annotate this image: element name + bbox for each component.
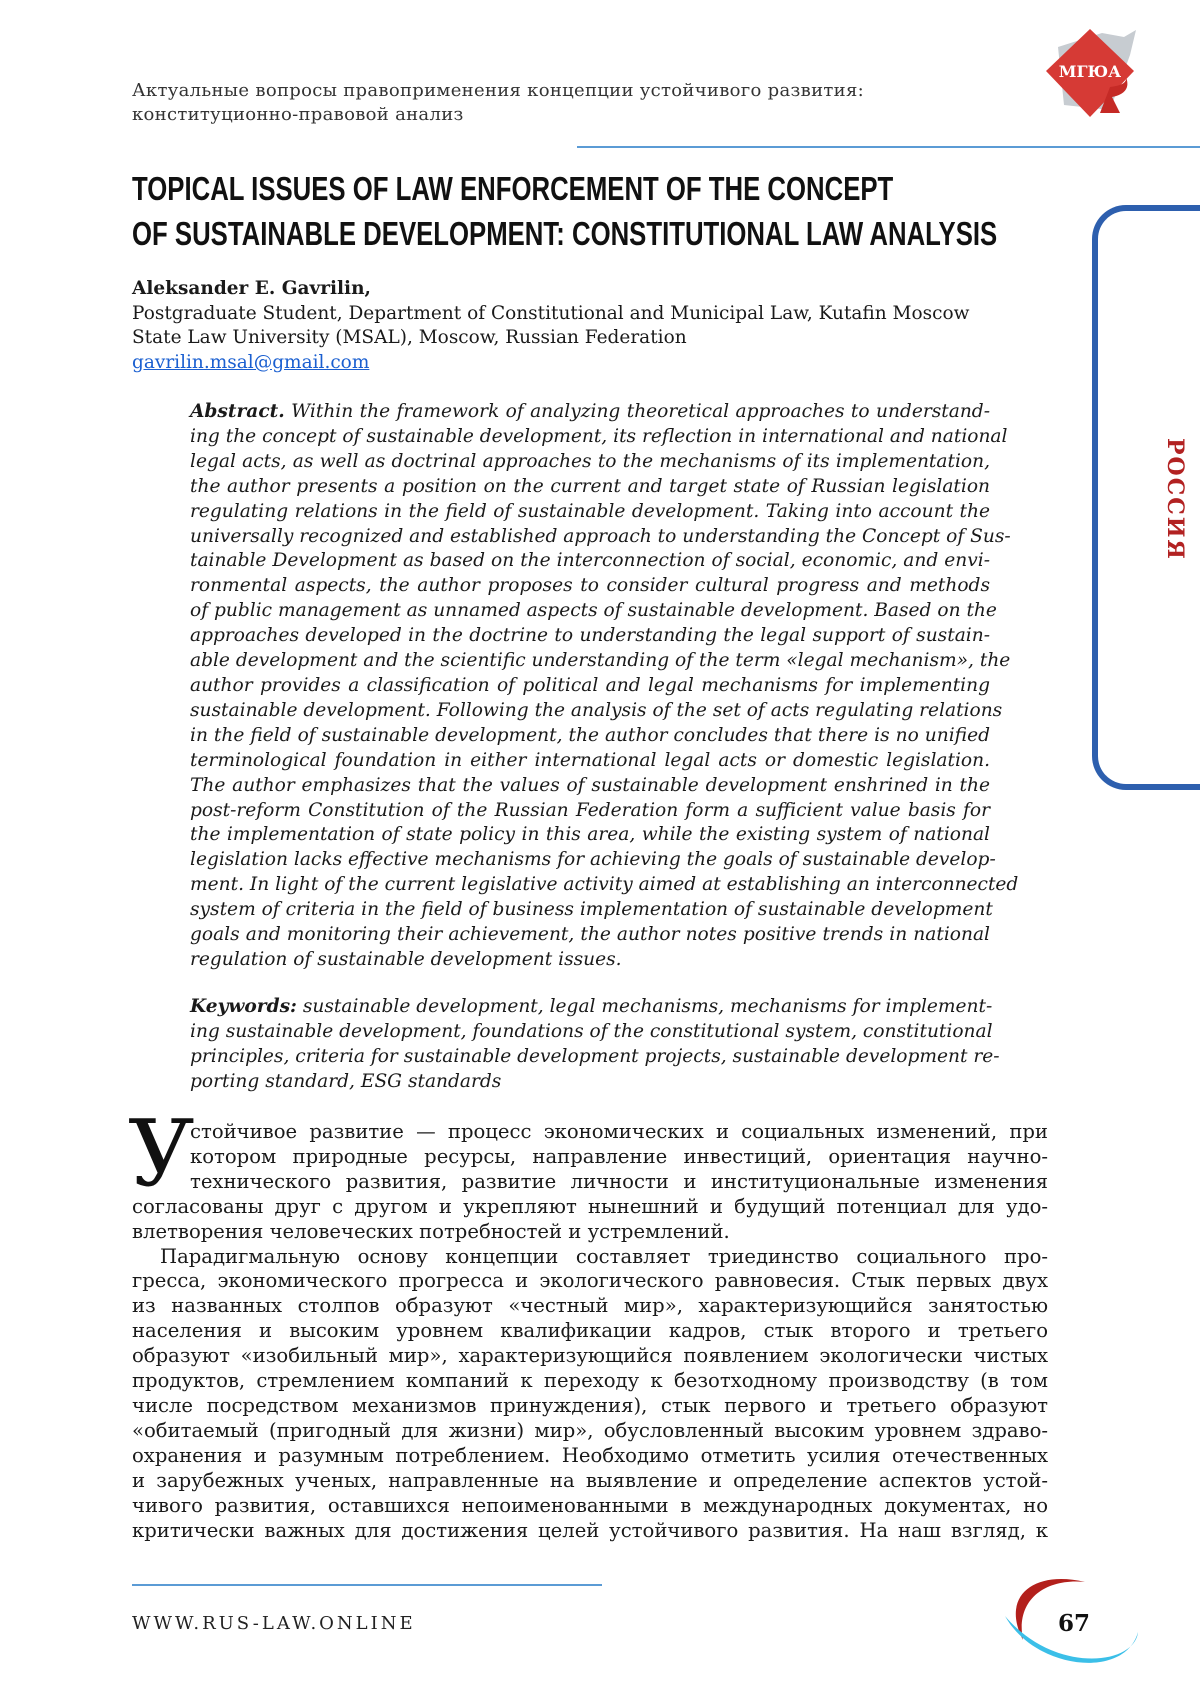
- text-line-content: «обитаемый (пригодный для жизни) мир», обусловленный высоким уровнем здраво-: [132, 1418, 1048, 1442]
- text-line-content: author provides a classification of political and legal mechanisms for implementing: [190, 674, 990, 696]
- paragraph: [132, 1245, 1048, 1544]
- text-line-content: охранения и разумным потреблением. Необходимо отметить усилия отечественных: [132, 1443, 1048, 1467]
- abstract: [190, 400, 1019, 973]
- text-line-content: terminological foundation in either international legal acts or domestic legislation.: [190, 749, 990, 771]
- text-line: [132, 1394, 1048, 1419]
- text-line: [190, 450, 990, 475]
- text-line-content: продуктов, стремлением компаний к переходу к безотходному производству (в том: [132, 1369, 1048, 1393]
- text-line: [132, 1419, 1048, 1444]
- article-title: [132, 166, 997, 256]
- text-line-content: universally recognized and established approach to understanding the Concept of Sus-: [190, 525, 1011, 547]
- text-line-content: sustainable development. Following the analysis of the set of acts regulating relations: [190, 699, 1003, 721]
- text-line: [132, 1469, 1048, 1494]
- text-line: [132, 1519, 1048, 1544]
- text-line-content: котором природные ресурсы, направление инвестиций, ориентация научно-: [190, 1144, 1048, 1168]
- running-header: [132, 79, 864, 127]
- text-line-content: tainable Development as based on the interconnection of social, economic, and envi-: [190, 550, 990, 572]
- text-line: [190, 574, 990, 599]
- author-affiliation: Postgraduate Student, Department of Constitutional and Municipal Law, Kutafin Moscow: [132, 302, 970, 324]
- text-line: [190, 873, 1019, 898]
- author-block: [132, 277, 969, 375]
- text-line-content: legal acts, as well as doctrinal approaches to the mechanisms of its implementation,: [190, 450, 990, 472]
- text-line-content: чивого развития, оставшихся непоименованными в международных документах, но: [132, 1493, 1048, 1517]
- text-line: [190, 1045, 1000, 1070]
- text-line-content: критически важных для достижения целей устойчивого развития. На наш взгляд, к: [132, 1518, 1048, 1542]
- text-line: [190, 948, 990, 973]
- text-line: [190, 749, 990, 774]
- text-line-content: ronmental aspects, the author proposes to consider cultural progress and methods: [190, 575, 990, 597]
- text-line: [132, 1294, 1048, 1319]
- text-line-content: the implementation of state policy in this area, while the existing system of national: [190, 824, 990, 846]
- text-line: [132, 1369, 1048, 1394]
- text-line: [190, 848, 996, 873]
- header-divider: [577, 146, 1200, 148]
- text-line-content: Парадигмальную основу концепции составляет триединство социального про-: [160, 1244, 1048, 1268]
- text-line: [132, 1319, 1048, 1344]
- text-line: [132, 1344, 1048, 1369]
- footer-divider: [132, 1584, 602, 1586]
- text-line: [190, 649, 1011, 674]
- text-line-content: of public management as unnamed aspects of sustainable development. Based on the: [190, 600, 997, 622]
- article-title-line: OF SUSTAINABLE DEVELOPMENT: CONSTITUTIONAL LAW ANALYSIS: [132, 215, 998, 252]
- text-line: [190, 624, 990, 649]
- paragraph: [132, 1120, 1048, 1245]
- text-line: [190, 724, 990, 749]
- side-tab-label: РОССИЯ: [1162, 438, 1188, 561]
- text-line-content: the author presents a position on the current and target state of Russian legislation: [190, 475, 990, 497]
- text-line: [190, 400, 990, 425]
- text-line: [190, 995, 993, 1020]
- author-email-link[interactable]: gavrilin.msal@gmail.com: [132, 351, 370, 373]
- text-line: [190, 823, 990, 848]
- text-line: [190, 898, 993, 923]
- text-line-content: ment. In light of the current legislative activity aimed at establishing an interconnected: [190, 874, 1019, 896]
- text-line: [132, 1195, 1048, 1220]
- keywords: [190, 995, 1000, 1095]
- text-line: [190, 1020, 993, 1045]
- text-line-content: able development and the scientific understanding of the term «legal mechanism», the: [190, 650, 1011, 672]
- text-line: [190, 699, 1003, 724]
- text-line: [132, 1494, 1048, 1519]
- text-line-content: согласованы друг с другом и укрепляют нынешний и будущий потенциал для удо-: [132, 1194, 1048, 1218]
- body-text: [132, 1120, 1048, 1543]
- text-line-content: стойчивое развитие — процесс экономических и социальных изменений, при: [190, 1120, 1048, 1143]
- text-line-content: образуют «изобильный мир», характеризующийся появлением экологически чистых: [132, 1344, 1048, 1368]
- text-line: [190, 1070, 990, 1095]
- text-line-content: regulating relations in the field of sustainable development. Taking into account the: [190, 500, 990, 522]
- text-line-content: principles, criteria for sustainable development projects, sustainable development re-: [190, 1045, 1000, 1067]
- msal-logo: [1040, 25, 1150, 125]
- text-line-content: Within the framework of analyzing theoretical approaches to understand-: [284, 401, 990, 422]
- author-name: Aleksander E. Gavrilin,: [132, 278, 371, 299]
- text-line: [132, 1269, 1048, 1294]
- text-line: [132, 1145, 1048, 1170]
- text-line-content: гресса, экономического прогресса и экологического равновесия. Стык первых двух: [132, 1269, 1048, 1293]
- text-line-content: goals and monitoring their achievement, the author notes positive trends in national: [190, 924, 990, 946]
- text-line: [132, 1245, 1048, 1270]
- abstract-label: Abstract.: [190, 401, 285, 422]
- author-affiliation: State Law University (MSAL), Moscow, Russian Federation: [132, 327, 687, 349]
- page-number: 67: [1058, 1610, 1091, 1637]
- text-line: [190, 500, 990, 525]
- drop-cap: У: [128, 1100, 195, 1207]
- text-line: [132, 1120, 1048, 1145]
- running-header-line: Актуальные вопросы правоприменения концепции устойчивого развития:: [132, 80, 864, 101]
- text-line: [132, 1170, 1048, 1195]
- text-line: [190, 525, 1011, 550]
- text-line-content: sustainable development, legal mechanisms, mechanisms for implement-: [296, 996, 993, 1017]
- text-line: [190, 923, 990, 948]
- running-header-line: конституционно-правовой анализ: [132, 104, 464, 125]
- keywords-label: Keywords:: [190, 996, 297, 1017]
- text-line: [132, 1220, 1048, 1245]
- logo-text: МГЮА: [1058, 62, 1122, 81]
- text-line-content: ing the concept of sustainable development, its reflection in international and national: [190, 425, 1008, 447]
- text-line: [190, 599, 997, 624]
- text-line: [190, 549, 990, 574]
- text-line-content: The author emphasizes that the values of sustainable development enshrined in the: [190, 774, 990, 796]
- text-line-content: approaches developed in the doctrine to understanding the legal support of sustain-: [190, 625, 990, 647]
- text-line-content: населения и высоким уровнем квалификации кадров, стык второго и третьего: [132, 1319, 1048, 1343]
- footer-url[interactable]: WWW.RUS-LAW.ONLINE: [132, 1613, 416, 1634]
- text-line-content: post-reform Constitution of the Russian Federation form a sufficient value basis for: [190, 799, 990, 821]
- text-line-content: из названных столпов образуют «честный мир», характеризующийся занятостью: [132, 1294, 1048, 1318]
- text-line-content: porting standard, ESG standards: [190, 1070, 502, 1092]
- text-line: [190, 425, 1008, 450]
- text-line-content: технического развития, развитие личности и институциональные изменения: [190, 1169, 1048, 1193]
- text-line: [132, 1444, 1048, 1469]
- text-line-content: числе посредством механизмов принуждения), стык первого и третьего образуют: [132, 1393, 1048, 1417]
- text-line-content: legislation lacks effective mechanisms for achieving the goals of sustainable develop-: [190, 849, 996, 871]
- text-line-content: и зарубежных ученых, направленные на выявление и определение аспектов устой-: [132, 1468, 1048, 1492]
- text-line: [190, 475, 990, 500]
- text-line: [190, 774, 990, 799]
- text-line-content: ing sustainable development, foundations of the constitutional system, constitutional: [190, 1020, 993, 1042]
- article-title-line: TOPICAL ISSUES OF LAW ENFORCEMENT OF THE CONCEPT: [132, 170, 894, 207]
- text-line: [190, 674, 990, 699]
- text-line: [190, 799, 990, 824]
- text-line-content: влетворения человеческих потребностей и устремлений.: [132, 1219, 730, 1243]
- text-line-content: in the field of sustainable development, the author concludes that there is no unified: [190, 724, 990, 746]
- text-line-content: regulation of sustainable development issues.: [190, 948, 622, 970]
- text-line-content: system of criteria in the field of business implementation of sustainable development: [190, 899, 993, 921]
